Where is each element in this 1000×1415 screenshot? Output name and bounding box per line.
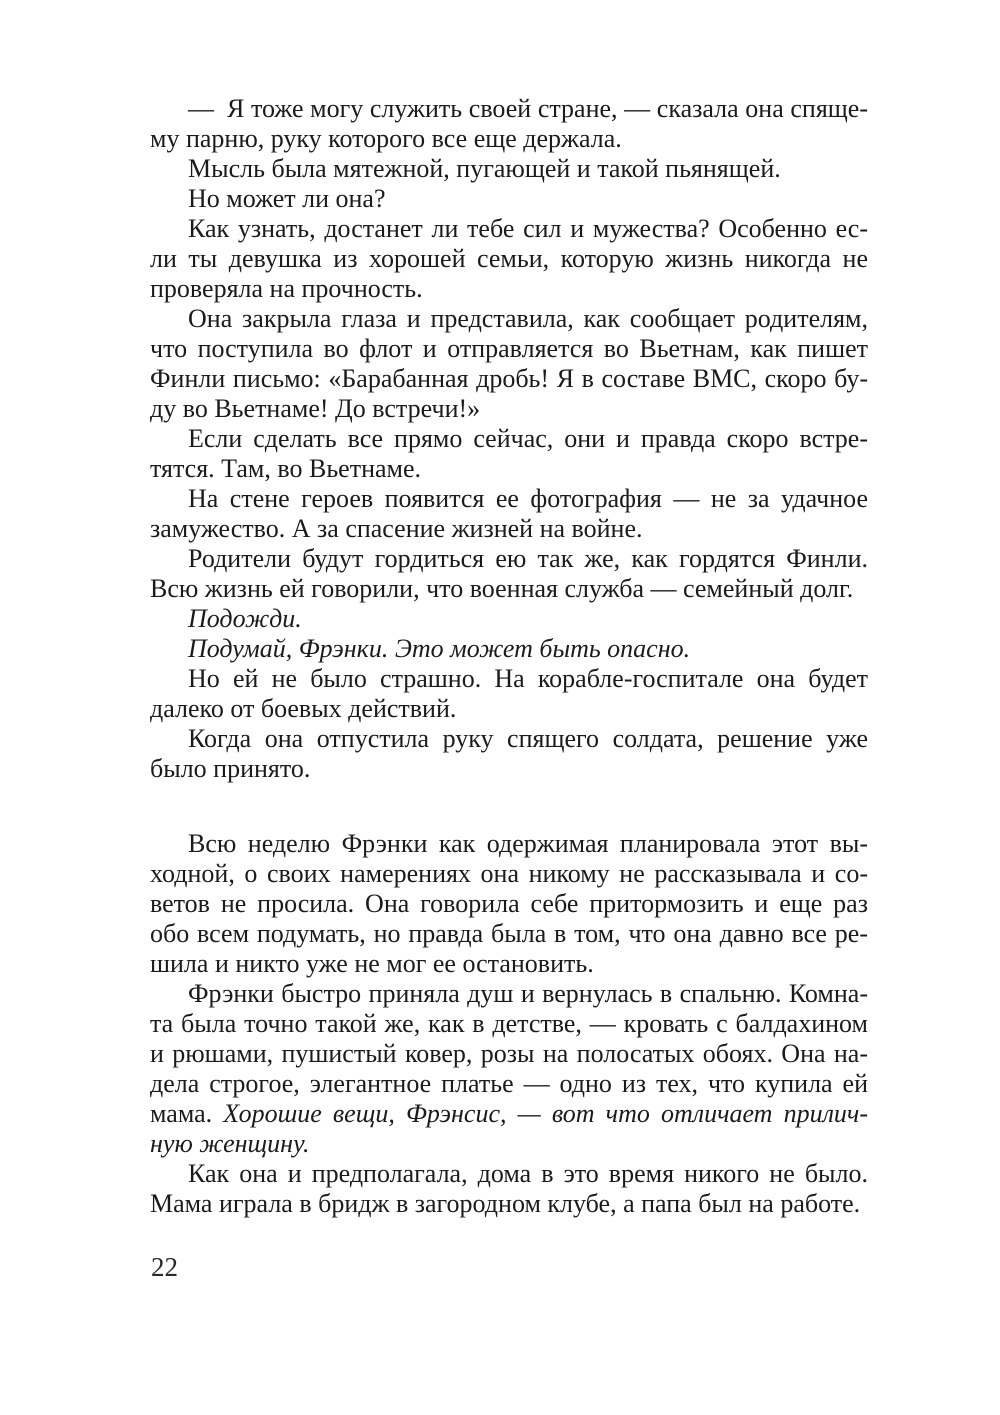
text-line <box>150 1099 868 1129</box>
text-line <box>150 979 868 1009</box>
text-line <box>150 454 868 484</box>
text-line <box>150 154 868 184</box>
body-text: дела строгое, элегантное платье — одно из тех, что купила ей <box>150 1069 868 1098</box>
text-line <box>150 274 868 304</box>
text-line <box>150 1129 868 1159</box>
text-line <box>150 919 868 949</box>
body-text: обо всем подумать, но правда была в том, что она давно все ре- <box>150 919 868 948</box>
text-line <box>150 634 868 664</box>
text-line <box>150 889 868 919</box>
text-line <box>150 484 868 514</box>
text-line <box>150 334 868 364</box>
body-text: ходной, о своих намерениях она никому не рассказывала и со- <box>150 859 868 888</box>
body-text: — Я тоже могу служить своей стране, — сказала она спяще- <box>188 94 868 123</box>
body-text: Фрэнки быстро приняла душ и вернулась в спальню. Комна- <box>188 979 868 1008</box>
text-line <box>150 574 868 604</box>
body-text: ли ты девушка из хорошей семьи, которую жизнь никогда не <box>150 244 868 273</box>
body-text: Финли письмо: «Барабанная дробь! Я в составе ВМС, скоро бу- <box>150 364 868 393</box>
text-line <box>150 694 868 724</box>
italic-text: Подумай, Фрэнки. Это может быть опасно. <box>188 634 691 663</box>
text-line <box>150 544 868 574</box>
body-text: замужество. А за спасение жизней на войне. <box>150 514 643 543</box>
text-line <box>150 304 868 334</box>
text-line <box>150 1009 868 1039</box>
italic-text: ную женщину. <box>150 1129 310 1158</box>
body-text: и рюшами, пушистый ковер, розы на полосатых обоях. Она на- <box>150 1039 868 1068</box>
text-line <box>150 724 868 754</box>
body-text: та была точно такой же, как в детстве, — кровать с балдахином <box>150 1009 868 1038</box>
text-line <box>150 1039 868 1069</box>
body-text: ду во Вьетнаме! До встречи!» <box>150 394 481 423</box>
body-text: далеко от боевых действий. <box>150 694 457 723</box>
body-text: Но может ли она? <box>188 184 386 213</box>
body-text: было принято. <box>150 754 311 783</box>
text-column <box>150 94 868 1219</box>
body-text: Мысль была мятежной, пугающей и такой пьянящей. <box>188 154 781 183</box>
text-line <box>150 754 868 784</box>
text-line <box>150 664 868 694</box>
text-line <box>150 244 868 274</box>
body-text: Но ей не было страшно. На корабле-госпитале она будет <box>188 664 868 693</box>
text-line <box>150 514 868 544</box>
text-line <box>150 1189 868 1219</box>
text-line <box>150 124 868 154</box>
body-text: Всю неделю Фрэнки как одержимая планировала этот вы- <box>188 829 868 858</box>
body-text: проверяла на прочность. <box>150 274 423 303</box>
body-text: На стене героев появится ее фотография — не за удачное <box>188 484 868 513</box>
text-line <box>150 604 868 634</box>
text-line <box>150 829 868 859</box>
body-text: Всю жизнь ей говорили, что военная служба — семейный долг. <box>150 574 854 603</box>
text-line <box>150 424 868 454</box>
text-line <box>150 364 868 394</box>
text-line <box>150 859 868 889</box>
text-line <box>150 94 868 124</box>
section-break <box>150 784 868 829</box>
text-line <box>150 1159 868 1189</box>
body-text: шила и никто уже не мог ее остановить. <box>150 949 594 978</box>
body-text: Родители будут гордиться ею так же, как гордятся Финли. <box>188 544 868 573</box>
page-number: 22 <box>151 1252 178 1282</box>
italic-text: Подожди. <box>188 604 302 633</box>
body-text: мама. <box>150 1099 224 1128</box>
italic-text: Хорошие вещи, Фрэнсис, — вот что отличает прилич- <box>223 1099 868 1128</box>
body-text: ветов не просила. Она говорила себе притормозить и еще раз <box>150 889 868 918</box>
body-text: му парню, руку которого все еще держала. <box>150 124 622 153</box>
body-text: тятся. Там, во Вьетнаме. <box>150 454 422 483</box>
body-text: Как узнать, достанет ли тебе сил и мужества? Особенно ес- <box>188 214 868 243</box>
body-text: что поступила во флот и отправляется во Вьетнам, как пишет <box>150 334 868 363</box>
text-line <box>150 394 868 424</box>
text-line <box>150 949 868 979</box>
body-text: Когда она отпустила руку спящего солдата, решение уже <box>188 724 868 753</box>
text-line <box>150 184 868 214</box>
body-text: Она закрыла глаза и представила, как сообщает родителям, <box>188 304 868 333</box>
body-text: Как она и предполагала, дома в это время никого не было. <box>188 1159 868 1188</box>
body-text: Мама играла в бридж в загородном клубе, а папа был на работе. <box>150 1189 861 1218</box>
body-text: Если сделать все прямо сейчас, они и правда скоро встре- <box>188 424 868 453</box>
text-line <box>150 1069 868 1099</box>
text-line <box>150 214 868 244</box>
